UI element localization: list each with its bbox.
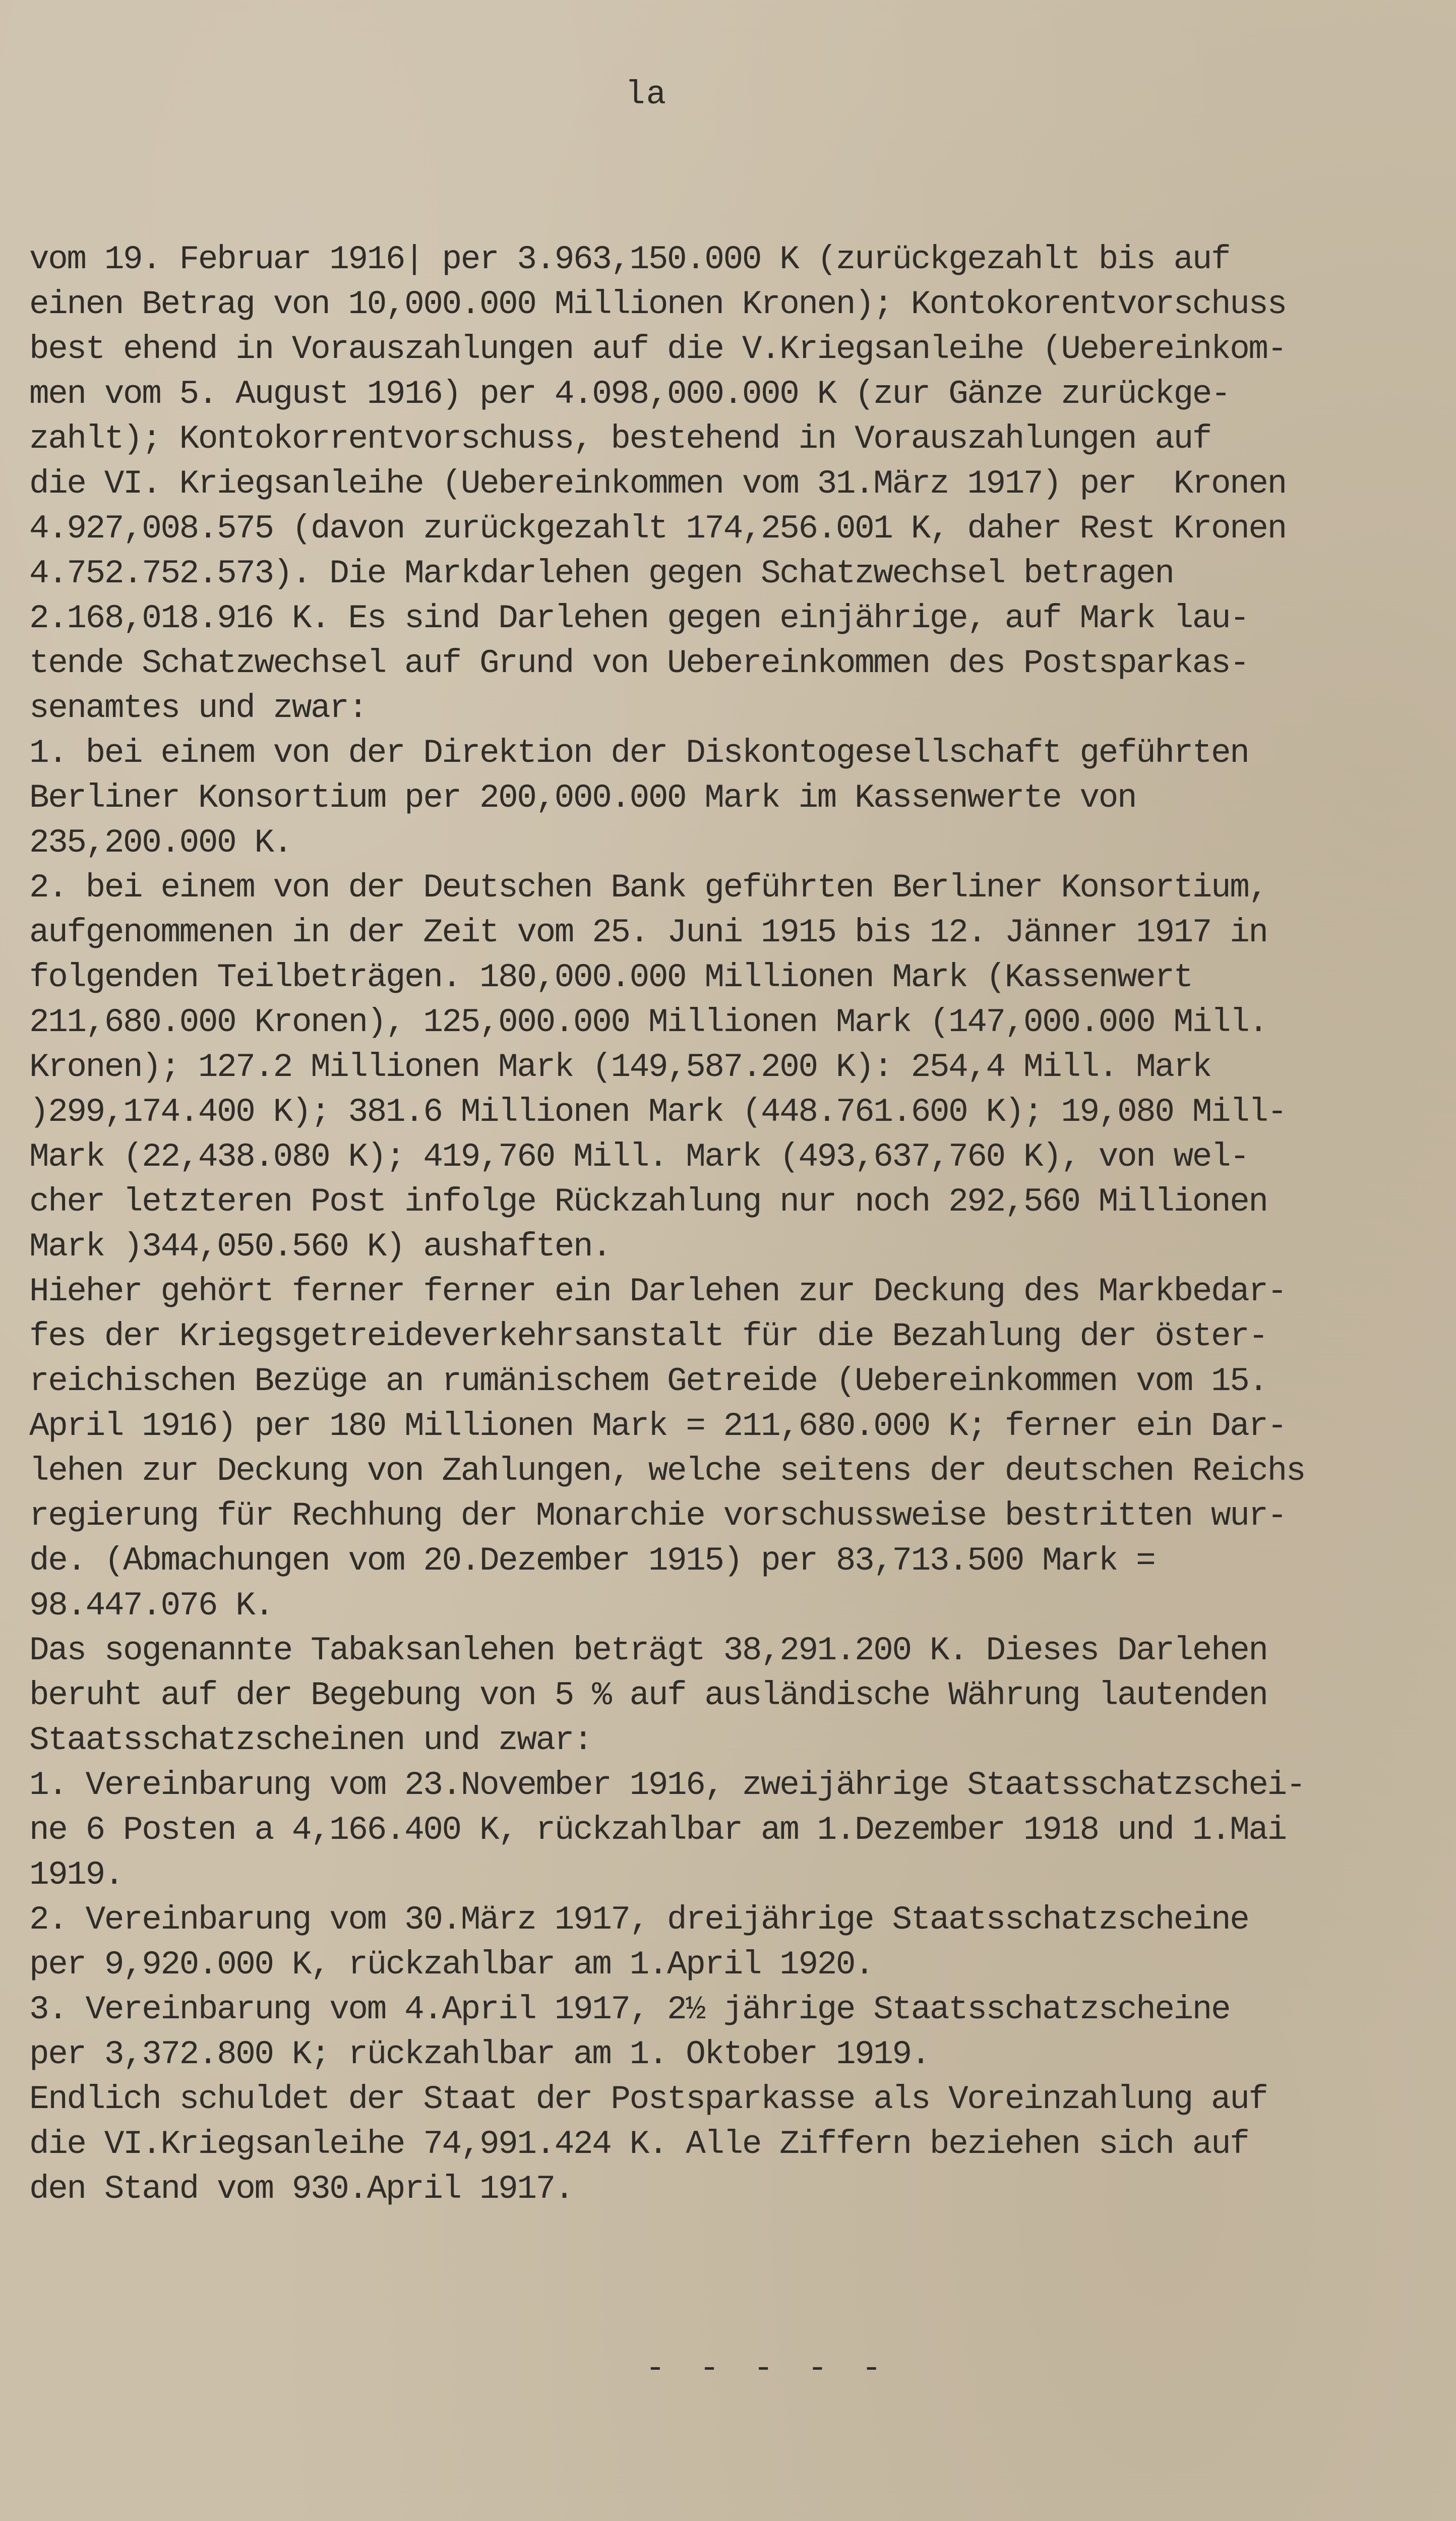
text-line: per 3,372.800 K; rückzahlbar am 1. Oktober 1919. (29, 2035, 930, 2073)
text-line: Mark )344,050.560 K) aushaften. (29, 1228, 611, 1266)
text-line: April 1916) per 180 Millionen Mark = 211,680.000 K; ferner ein Dar- (29, 1407, 1286, 1445)
text-line: den Stand vom 930.April 1917. (29, 2170, 573, 2208)
text-line: de. (Abmachungen vom 20.Dezember 1915) per 83,713.500 Mark = (29, 1542, 1155, 1580)
text-line: 1. Vereinbarung vom 23.November 1916, zweijährige Staatsschatzschei- (29, 1766, 1305, 1804)
text-line: fes der Kriegsgetreideverkehrsanstalt für die Bezahlung der öster- (29, 1317, 1267, 1355)
text-line: 3. Vereinbarung vom 4.April 1917, 2½ jährige Staatsschatzscheine (29, 1991, 1230, 2028)
text-line: Hieher gehört ferner ferner ein Darlehen zur Deckung des Markbedar- (29, 1273, 1286, 1310)
text-line: ne 6 Posten a 4,166.400 K, rückzahlbar am 1.Dezember 1918 und 1.Mai (29, 1811, 1286, 1849)
text-line: Endlich schuldet der Staat der Postsparkasse als Voreinzahlung auf (29, 2080, 1267, 2118)
text-line: tende Schatzwechsel auf Grund von Uebereinkommen des Postsparkas- (29, 644, 1249, 682)
text-line: 98.447.076 K. (29, 1587, 273, 1625)
text-line: 1. bei einem von der Direktion der Diskontogesellschaft geführten (29, 734, 1249, 772)
text-line: Mark (22,438.080 K); 419,760 Mill. Mark (493,637,760 K), von wel- (29, 1138, 1249, 1176)
text-line: per 9,920.000 K, rückzahlbar am 1.April 1920. (29, 1946, 874, 1984)
text-line: men vom 5. August 1916) per 4.098,000.000 K (zur Gänze zurückge- (29, 375, 1230, 413)
text-line: folgenden Teilbeträgen. 180,000.000 Millionen Mark (Kassenwert (29, 958, 1192, 996)
text-line: regierung für Rechhung der Monarchie vorschussweise bestritten wur- (29, 1497, 1286, 1535)
text-line: aufgenommenen in der Zeit vom 25. Juni 1915 bis 12. Jänner 1917 in (29, 914, 1267, 951)
text-line: senamtes und zwar: (29, 689, 367, 727)
text-line: zahlt); Kontokorrentvorschuss, bestehend in Vorauszahlungen auf (29, 420, 1211, 458)
text-line: )299,174.400 K); 381.6 Millionen Mark (448.761.600 K); 19,080 Mill- (29, 1093, 1286, 1131)
text-line: cher letzteren Post infolge Rückzahlung nur noch 292,560 Millionen (29, 1183, 1267, 1221)
page-number: la (625, 76, 668, 113)
text-line: Das sogenannte Tabaksanlehen beträgt 38,291.200 K. Dieses Darlehen (29, 1632, 1267, 1669)
text-line: die VI. Kriegsanleihe (Uebereinkommen vom 31.März 1917) per Kronen (29, 465, 1286, 503)
text-line: reichischen Bezüge an rumänischem Getreide (Uebereinkommen vom 15. (29, 1362, 1267, 1400)
text-line: lehen zur Deckung von Zahlungen, welche seitens der deutschen Reichs (29, 1452, 1305, 1490)
text-line: 2. Vereinbarung vom 30.März 1917, dreijährige Staatsschatzscheine (29, 1901, 1249, 1939)
text-line: 235,200.000 K. (29, 824, 292, 862)
text-line: 1919. (29, 1856, 124, 1894)
text-line: 211,680.000 Kronen), 125,000.000 Millionen Mark (147,000.000 Mill. (29, 1003, 1267, 1041)
text-line: 4.927,008.575 (davon zurückgezahlt 174,256.001 K, daher Rest Kronen (29, 510, 1286, 548)
text-line: Berliner Konsortium per 200,000.000 Mark im Kassenwerte von (29, 779, 1136, 817)
text-line: die VI.Kriegsanleihe 74,991.424 K. Alle Ziffern beziehen sich auf (29, 2125, 1249, 2163)
text-line: 2. bei einem von der Deutschen Bank geführten Berliner Konsortium, (29, 869, 1267, 907)
closing-dash-mark: - - - - - (645, 2350, 889, 2387)
text-line: 2.168,018.916 K. Es sind Darlehen gegen einjährige, auf Mark lau- (29, 599, 1249, 637)
text-line: einen Betrag von 10,000.000 Millionen Kronen); Kontokorentvorschuss (29, 285, 1286, 323)
body-text (29, 237, 1436, 2211)
text-line: vom 19. Februar 1916| per 3.963,150.000 K (zurückgezahlt bis auf (29, 241, 1230, 278)
text-line: beruht auf der Begebung von 5 % auf ausländische Währung lautenden (29, 1676, 1267, 1714)
text-line: Staatsschatzscheinen und zwar: (29, 1721, 592, 1759)
text-line: Kronen); 127.2 Millionen Mark (149,587.200 K): 254,4 Mill. Mark (29, 1048, 1211, 1086)
text-line: 4.752.752.573). Die Markdarlehen gegen Schatzwechsel betragen (29, 555, 1174, 592)
text-line: best ehend in Vorauszahlungen auf die V.Kriegsanleihe (Uebereinkom- (29, 330, 1286, 368)
